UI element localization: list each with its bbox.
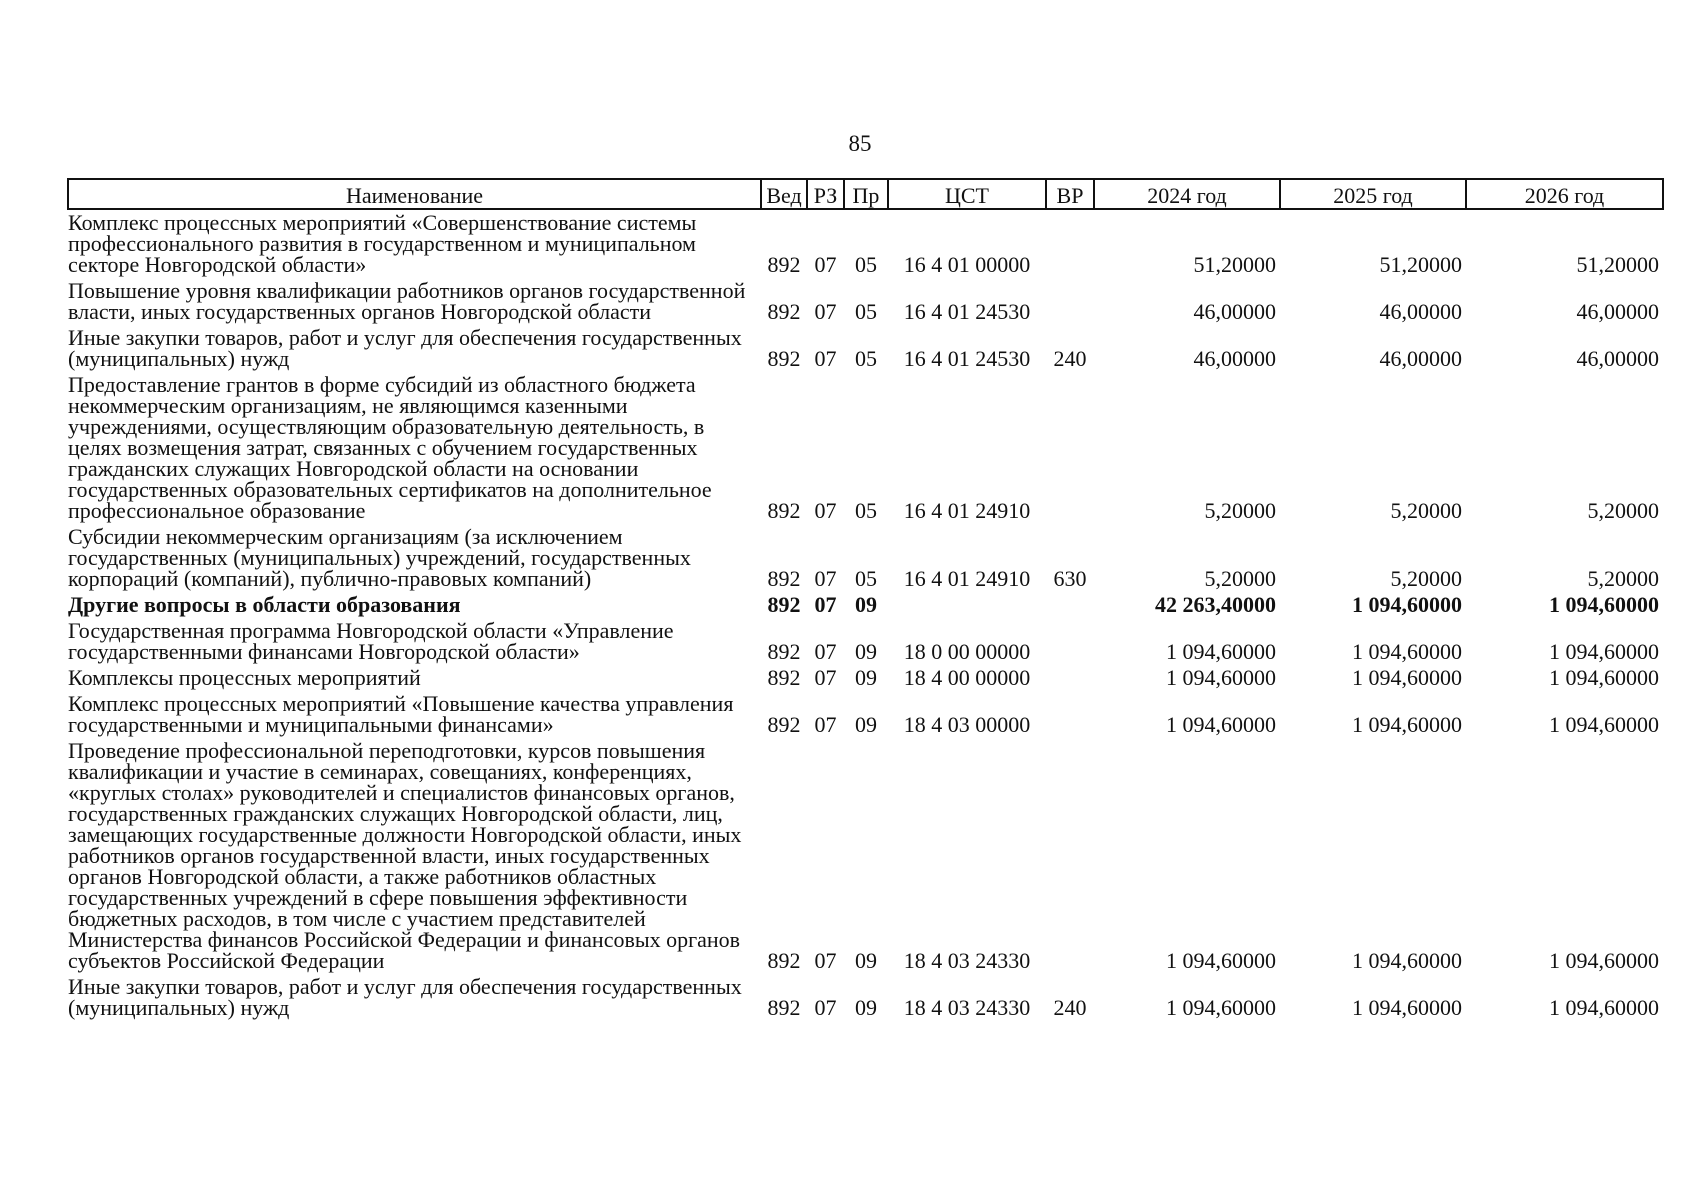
- row-name: Комплекс процессных мероприятий «Совершенствование системы профессионального развития в государственном и муниципальном секторе Новгородской области»: [68, 210, 697, 277]
- table-row: [68, 372, 1663, 524]
- row-amount-2026: 51,20000: [1576, 252, 1659, 277]
- row-ved: 892: [767, 346, 801, 371]
- row-amount-2026: 46,00000: [1576, 346, 1659, 371]
- row-amount-2026: 1 094,60000: [1549, 995, 1659, 1020]
- row-cst: 16 4 01 24910: [903, 566, 1031, 591]
- row-ved: 892: [767, 665, 801, 690]
- row-cst: 18 0 00 00000: [903, 639, 1031, 664]
- row-ved: 892: [767, 252, 801, 277]
- row-pr: 05: [855, 346, 877, 371]
- row-cst: 16 4 01 24530: [903, 299, 1031, 324]
- row-pr: 05: [855, 498, 877, 523]
- row-cst: 18 4 00 00000: [903, 665, 1031, 690]
- row-vr: [1046, 372, 1094, 524]
- row-amount-2025: 1 094,60000: [1352, 665, 1462, 690]
- row-amount-2025: 46,00000: [1379, 346, 1462, 371]
- row-pr: 09: [855, 995, 877, 1020]
- row-amount-2026: 46,00000: [1576, 299, 1659, 324]
- row-rz: 07: [814, 948, 837, 973]
- row-ved: 892: [767, 639, 801, 664]
- page-number: 85: [848, 131, 872, 156]
- row-amount-2024: 42 263,40000: [1155, 592, 1276, 617]
- table-row: [68, 278, 1663, 325]
- table-row: [68, 524, 1663, 592]
- row-vr: 240: [1053, 995, 1087, 1020]
- row-rz: 07: [814, 639, 837, 664]
- row-amount-2026: 1 094,60000: [1549, 592, 1659, 617]
- row-rz: 07: [814, 592, 837, 617]
- row-vr: [1046, 278, 1094, 325]
- table-row: [68, 738, 1663, 974]
- row-pr: 09: [855, 948, 877, 973]
- row-vr: [1046, 738, 1094, 974]
- row-amount-2025: 1 094,60000: [1352, 948, 1462, 973]
- row-amount-2025: 5,20000: [1390, 498, 1462, 523]
- row-vr: 240: [1053, 346, 1087, 371]
- row-amount-2024: 5,20000: [1204, 498, 1276, 523]
- table-row: [68, 691, 1663, 738]
- row-cst: 18 4 03 24330: [903, 948, 1031, 973]
- row-vr: [1046, 209, 1094, 278]
- table-row: [68, 618, 1663, 665]
- row-pr: 05: [855, 252, 877, 277]
- row-name: Повышение уровня квалификации работников органов государственной власти, иных государственных органов Новгородской области: [68, 278, 746, 324]
- row-cst: 16 4 01 24530: [903, 346, 1031, 371]
- table-row: [68, 665, 1663, 691]
- row-ved: 892: [767, 299, 801, 324]
- row-cst: 18 4 03 00000: [903, 712, 1031, 737]
- header-ved: Вед: [761, 179, 807, 209]
- row-pr: 09: [855, 665, 877, 690]
- row-pr: 05: [855, 566, 877, 591]
- row-rz: 07: [814, 252, 837, 277]
- row-ved: 892: [767, 995, 801, 1020]
- row-cst: [888, 592, 1046, 618]
- row-amount-2025: 1 094,60000: [1352, 995, 1462, 1020]
- row-amount-2026: 5,20000: [1587, 566, 1659, 591]
- table-row: [68, 974, 1663, 1021]
- row-ved: 892: [767, 948, 801, 973]
- row-amount-2025: 1 094,60000: [1352, 639, 1462, 664]
- header-rz: РЗ: [807, 179, 844, 209]
- row-amount-2026: 1 094,60000: [1549, 948, 1659, 973]
- row-rz: 07: [814, 346, 837, 371]
- row-name: Иные закупки товаров, работ и услуг для обеспечения государственных (муниципальных) нужд: [68, 325, 742, 371]
- row-amount-2024: 1 094,60000: [1166, 995, 1276, 1020]
- row-amount-2026: 1 094,60000: [1549, 712, 1659, 737]
- header-pr: Пр: [844, 179, 888, 209]
- row-name: Комплекс процессных мероприятий «Повышение качества управления государственными и муниципальными финансами»: [68, 691, 734, 737]
- row-cst: 16 4 01 24910: [903, 498, 1031, 523]
- table-body: [68, 209, 1663, 1021]
- header-2025: 2025 год: [1280, 179, 1466, 209]
- row-rz: 07: [814, 995, 837, 1020]
- table-row: [68, 325, 1663, 372]
- budget-table: [67, 178, 1664, 1021]
- row-amount-2024: 51,20000: [1193, 252, 1276, 277]
- row-amount-2024: 1 094,60000: [1166, 948, 1276, 973]
- row-vr: [1046, 665, 1094, 691]
- row-name: Комплексы процессных мероприятий: [68, 665, 421, 690]
- row-amount-2025: 46,00000: [1379, 299, 1462, 324]
- row-amount-2024: 1 094,60000: [1166, 665, 1276, 690]
- row-ved: 892: [767, 712, 801, 737]
- row-name: Иные закупки товаров, работ и услуг для обеспечения государственных (муниципальных) нужд: [68, 974, 742, 1020]
- row-amount-2025: 1 094,60000: [1352, 592, 1462, 617]
- row-name: Государственная программа Новгородской области «Управление государственными финансами Новгородской области»: [68, 618, 674, 664]
- row-vr: 630: [1053, 566, 1087, 591]
- row-rz: 07: [814, 299, 837, 324]
- row-amount-2025: 1 094,60000: [1352, 712, 1462, 737]
- row-rz: 07: [814, 566, 837, 591]
- row-amount-2024: 46,00000: [1193, 346, 1276, 371]
- row-rz: 07: [814, 498, 837, 523]
- row-name: Проведение профессиональной переподготовки, курсов повышения квалификации и участие в семинарах, совещаниях, конференциях, «круглых столах» руководителей и специалистов финансовых органов, государственных гражданских служащих Новгородской области, лиц, замещающих государственные должности Новгородской области, иных работников органов государственной власти, иных государственных органов Новгородской области, а также работников областных государственных учреждений в сфере повышения эффективности бюджетных расходов, в том числе с участием представителей Министерства финансов Российской Федерации и финансовых органов субъектов Российской Федерации: [68, 738, 742, 973]
- row-ved: 892: [767, 498, 801, 523]
- row-pr: 09: [855, 639, 877, 664]
- row-amount-2025: 51,20000: [1379, 252, 1462, 277]
- row-amount-2026: 1 094,60000: [1549, 639, 1659, 664]
- row-amount-2024: 5,20000: [1204, 566, 1276, 591]
- row-vr: [1046, 691, 1094, 738]
- row-vr: [1046, 592, 1094, 618]
- header-cst: ЦСТ: [888, 179, 1046, 209]
- header-2026: 2026 год: [1466, 179, 1663, 209]
- row-amount-2025: 5,20000: [1390, 566, 1462, 591]
- row-cst: 18 4 03 24330: [903, 995, 1031, 1020]
- row-pr: 09: [855, 712, 877, 737]
- row-name: Субсидии некоммерческим организациям (за исключением государственных (муниципальных) учреждений, государственных корпораций (компаний), публично-правовых компаний): [68, 524, 691, 591]
- row-vr: [1046, 618, 1094, 665]
- row-rz: 07: [814, 665, 837, 690]
- row-amount-2024: 1 094,60000: [1166, 639, 1276, 664]
- row-amount-2026: 5,20000: [1587, 498, 1659, 523]
- row-name: Предоставление грантов в форме субсидий из областного бюджета некоммерческим организациям, не являющимся казенными учреждениями, осуществляющим образовательную деятельность, в целях возмещения затрат, связанных с обучением государственных гражданских служащих Новгородской области на основании государственных образовательных сертификатов на дополнительное профессиональное образование: [68, 372, 712, 523]
- row-ved: 892: [767, 592, 801, 617]
- row-rz: 07: [814, 712, 837, 737]
- header-2024: 2024 год: [1094, 179, 1280, 209]
- row-name: Другие вопросы в области образования: [68, 592, 461, 617]
- table-row: [68, 209, 1663, 278]
- header-name: Наименование: [68, 179, 761, 209]
- header-row: [68, 179, 1663, 209]
- row-pr: 09: [855, 592, 877, 617]
- row-amount-2024: 1 094,60000: [1166, 712, 1276, 737]
- row-amount-2024: 46,00000: [1193, 299, 1276, 324]
- row-ved: 892: [767, 566, 801, 591]
- table-row: [68, 592, 1663, 618]
- row-cst: 16 4 01 00000: [903, 252, 1031, 277]
- row-amount-2026: 1 094,60000: [1549, 665, 1659, 690]
- row-pr: 05: [855, 299, 877, 324]
- header-vr: ВР: [1046, 179, 1094, 209]
